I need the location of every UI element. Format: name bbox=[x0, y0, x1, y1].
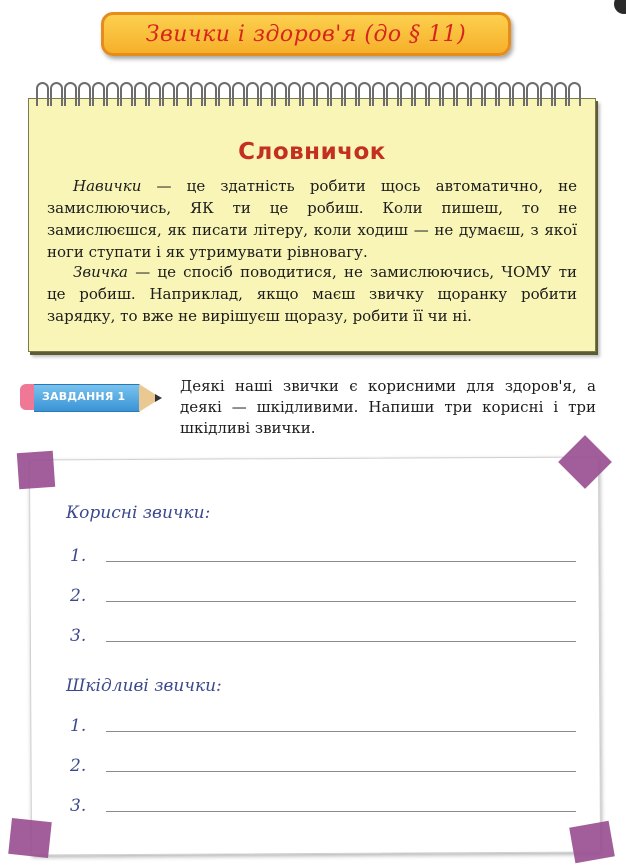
spiral-ring bbox=[428, 82, 441, 106]
answer-line[interactable] bbox=[106, 601, 576, 602]
line-number: 1. bbox=[70, 716, 87, 736]
line-number: 2. bbox=[70, 756, 87, 776]
spiral-ring bbox=[512, 82, 525, 106]
spiral-ring bbox=[554, 82, 567, 106]
spiral-ring bbox=[232, 82, 245, 106]
tape-bottom-left bbox=[8, 818, 52, 858]
task-instructions: Деякі наші звички є корисними для здоров'я, а деякі — шкідливими. Напиши три корисні і три шкідливі звички. bbox=[180, 377, 596, 437]
spiral-ring bbox=[190, 82, 203, 106]
line-number: 3. bbox=[70, 626, 87, 646]
notebook-spiral bbox=[36, 82, 584, 112]
spiral-ring bbox=[456, 82, 469, 106]
spiral-ring bbox=[470, 82, 483, 106]
spiral-ring bbox=[274, 82, 287, 106]
glossary-definition: — це здатність робити щось автоматично, не замислюючись, ЯК ти це робиш. Коли пишеш, то не замислюєшся, як писати літеру, коли ходиш — не думаєш, з якої ноги ступати і як утримувати рівновагу. bbox=[47, 177, 577, 261]
spiral-ring bbox=[344, 82, 357, 106]
spiral-ring bbox=[162, 82, 175, 106]
spiral-ring bbox=[400, 82, 413, 106]
spiral-ring bbox=[134, 82, 147, 106]
answer-line[interactable] bbox=[106, 561, 576, 562]
useful-habit-line[interactable] bbox=[70, 540, 576, 566]
answer-line[interactable] bbox=[106, 771, 576, 772]
spiral-ring bbox=[260, 82, 273, 106]
spiral-ring bbox=[498, 82, 511, 106]
spiral-ring bbox=[148, 82, 161, 106]
glossary-notebook bbox=[28, 98, 596, 352]
spiral-ring bbox=[78, 82, 91, 106]
line-number: 3. bbox=[70, 796, 87, 816]
glossary-term: Звичка bbox=[73, 263, 128, 281]
useful-habit-line[interactable] bbox=[70, 580, 576, 606]
spiral-ring bbox=[484, 82, 497, 106]
tape-top-left bbox=[17, 451, 55, 489]
spiral-ring bbox=[330, 82, 343, 106]
spiral-ring bbox=[302, 82, 315, 106]
spiral-ring bbox=[358, 82, 371, 106]
line-number: 2. bbox=[70, 586, 87, 606]
glossary-entry-skills bbox=[47, 175, 577, 263]
pencil-lead bbox=[155, 394, 162, 402]
page-title-banner bbox=[101, 12, 511, 56]
spiral-ring bbox=[106, 82, 119, 106]
spiral-ring bbox=[218, 82, 231, 106]
spiral-ring bbox=[36, 82, 49, 106]
glossary-entry-habit bbox=[47, 261, 577, 327]
spiral-ring bbox=[372, 82, 385, 106]
spiral-ring bbox=[246, 82, 259, 106]
spiral-ring bbox=[526, 82, 539, 106]
spiral-ring bbox=[414, 82, 427, 106]
spiral-ring bbox=[50, 82, 63, 106]
spiral-ring bbox=[204, 82, 217, 106]
glossary-definition: — це спосіб поводитися, не замислюючись, ЧОМУ ти це робиш. Наприклад, якщо маєш звичку щоранку робити зарядку, то вже не вирішуєш щоразу, робити її чи ні. bbox=[47, 263, 577, 325]
useful-habits-heading: Корисні звички: bbox=[66, 503, 211, 523]
harmful-habit-line[interactable] bbox=[70, 710, 576, 736]
tape-bottom-right bbox=[569, 821, 615, 863]
answer-line[interactable] bbox=[106, 731, 576, 732]
spiral-ring bbox=[120, 82, 133, 106]
glossary-term: Навички bbox=[73, 177, 142, 195]
spiral-ring bbox=[92, 82, 105, 106]
corner-dot bbox=[614, 0, 626, 14]
spiral-ring bbox=[386, 82, 399, 106]
task-label: ЗАВДАННЯ 1 bbox=[42, 390, 126, 403]
harmful-habit-line[interactable] bbox=[70, 790, 576, 816]
glossary-title: Словничок bbox=[238, 139, 386, 165]
page-title: Звички і здоров'я (до § 11) bbox=[145, 21, 467, 47]
answer-line[interactable] bbox=[106, 811, 576, 812]
spiral-ring bbox=[540, 82, 553, 106]
spiral-ring bbox=[288, 82, 301, 106]
task-pencil-badge bbox=[20, 381, 162, 415]
spiral-ring bbox=[442, 82, 455, 106]
harmful-habit-line[interactable] bbox=[70, 750, 576, 776]
spiral-ring bbox=[568, 82, 581, 106]
answer-line[interactable] bbox=[106, 641, 576, 642]
spiral-ring bbox=[64, 82, 77, 106]
harmful-habits-heading: Шкідливі звички: bbox=[66, 676, 222, 696]
spiral-ring bbox=[176, 82, 189, 106]
useful-habit-line[interactable] bbox=[70, 620, 576, 646]
line-number: 1. bbox=[70, 546, 87, 566]
spiral-ring bbox=[316, 82, 329, 106]
